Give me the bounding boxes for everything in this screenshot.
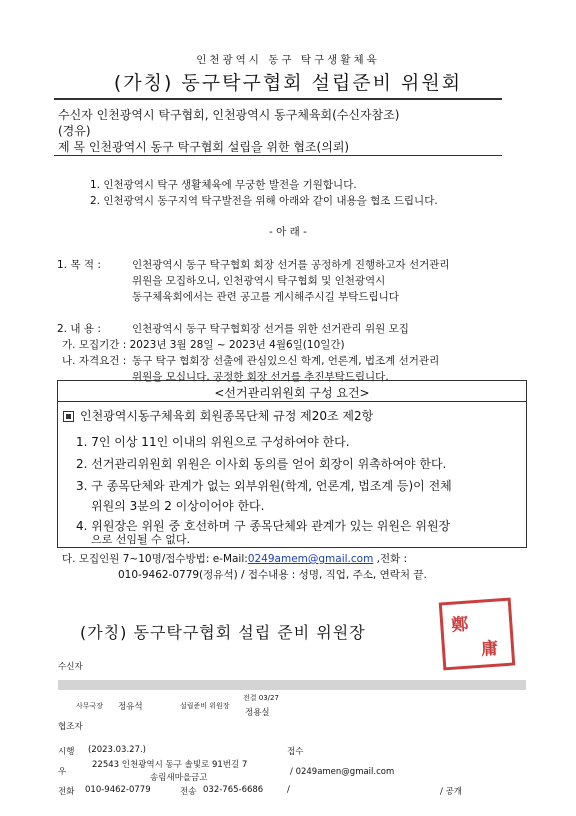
recruit-line2: 010-9462-0779(정유석) / 접수내용 : 성명, 직업, 주소, 연락처 끝. [118, 569, 427, 581]
qualification-line: 위원을 모십니다. 공정한 회장 선거를 추진부탁드립니다. [132, 371, 389, 383]
requirements-title: <선거관리위원회 구성 요건> [214, 386, 370, 400]
section2-text: 인천광역시 동구 탁구협회장 선거를 위한 선거관리 위원 모집 [132, 323, 409, 335]
footer-band [58, 680, 526, 690]
closing-title: (가칭) 동구탁구협회 설립 준비 위원장 [80, 623, 366, 642]
requirement-item: 3. 구 종목단체와 관계가 없는 외부위원(학계, 언론계, 법조계 등)이 전체 [76, 479, 452, 493]
requirements-divider [58, 401, 526, 402]
seal-char: 鄭 [450, 614, 470, 636]
section1-label: 1. 목 적 : [57, 259, 101, 271]
enforce-date: (2023.03.27.) [88, 745, 147, 755]
checkbox-icon [63, 411, 74, 422]
intro-item: 2. 인천광역시 동구지역 탁구발전을 위해 아래와 같이 내용을 협조 드립니다. [90, 195, 438, 207]
footer-email: / 0249amen@gmail.com [290, 767, 395, 777]
section1-line: 위원을 모집하오니, 인천광역시 탁구협회 및 인천광역시 [132, 275, 386, 287]
subject-divider [54, 155, 502, 156]
address-line: 송림새마을금고 [150, 773, 208, 783]
official-seal [439, 598, 516, 671]
rule-row [63, 407, 373, 424]
title-divider [54, 98, 502, 100]
intro-item: 1. 인천광역시 탁구 생활체육에 무궁한 발전을 기원합니다. [90, 179, 357, 191]
section2-label: 2. 내 용 : [57, 323, 101, 335]
section1-line: 동구체육회에서는 관련 공고를 게시해주시길 부탁드립니다 [132, 291, 399, 303]
phone-label: 전화 [58, 787, 75, 797]
phone-number: 010-9462-0779 [85, 785, 151, 795]
requirement-item: 2. 선거관리위원회 위원은 이사회 동의를 얻어 회장이 위촉하여야 한다. [76, 457, 447, 471]
requirement-item-cont: 으로 선임될 수 없다. [91, 533, 190, 546]
public-label: / 공개 [440, 787, 462, 797]
seal-char: 庸 [480, 638, 499, 660]
qualification-line: 동구 탁구 협회장 선출에 관심있으신 학계, 언론계, 법조계 선거관리 [132, 355, 440, 367]
rule-text: 인천광역시동구체육회 회원종목단체 규정 제20조 제2항 [80, 409, 374, 423]
recruit-period: 가. 모집기간 : 2023년 3월 28일 ~ 2023년 4월6일(10일간) [62, 339, 345, 351]
enforce-label: 시행 [58, 747, 75, 757]
requirements-box [57, 380, 527, 548]
org-name: 인천광역시 동구 탁구생활체육 [196, 54, 380, 66]
staff-name: 정유석 [118, 702, 143, 712]
approval-label: 전결 03/27 [243, 694, 279, 702]
requirement-item-cont: 위원의 3분의 2 이상이어야 한다. [91, 499, 265, 513]
recruit-suffix: ,전화 : [373, 553, 408, 565]
via-line: (경유) [58, 124, 91, 138]
chair-role: 설립준비 위원장 [180, 702, 230, 710]
recipient-label: 수신자 [58, 662, 83, 672]
recruit-prefix: 다. 모집인원 7~10명/접수방법: e-Mail: [62, 553, 248, 565]
below-marker: - 아 래 - [269, 226, 307, 238]
receipt-label: 접수 [287, 747, 304, 757]
fax-number: 032-765-6686 [203, 785, 264, 795]
recruit-line [62, 551, 407, 566]
recipient-line: 수신자 인천광역시 탁구협회, 인천광역시 동구체육회(수신자참조) [58, 108, 400, 122]
staff-role: 사무국장 [76, 702, 104, 710]
qualification-label: 나. 자격요건 : [62, 355, 127, 367]
subject-line: 제 목 인천광역시 동구 탁구협회 설립을 위한 협조(의뢰) [58, 140, 350, 154]
requirement-item: 4. 위원장은 위원 중 호선하며 구 종목단체와 관계가 있는 위원은 위원장 [76, 519, 451, 533]
address-line: 22543 인천광역시 동구 솔빛로 91번길 7 [92, 760, 248, 770]
email-link[interactable]: 0249amem@gmail.com [247, 553, 374, 565]
postal-label: 우 [58, 767, 67, 777]
document-title: (가칭) 동구탁구협회 설립준비 위원회 [113, 72, 463, 94]
section1-line: 인천광역시 동구 탁구협회 회장 선거를 공정하게 진행하고자 선거관리 [132, 259, 450, 271]
requirement-item: 1. 7인 이상 11인 이내의 위원으로 구성하여야 한다. [76, 435, 350, 449]
approval-name: 정용실 [245, 708, 270, 718]
cooperator-label: 협조자 [58, 722, 83, 732]
footer-slash: / [287, 785, 290, 795]
fax-label: 전송 [180, 787, 197, 797]
